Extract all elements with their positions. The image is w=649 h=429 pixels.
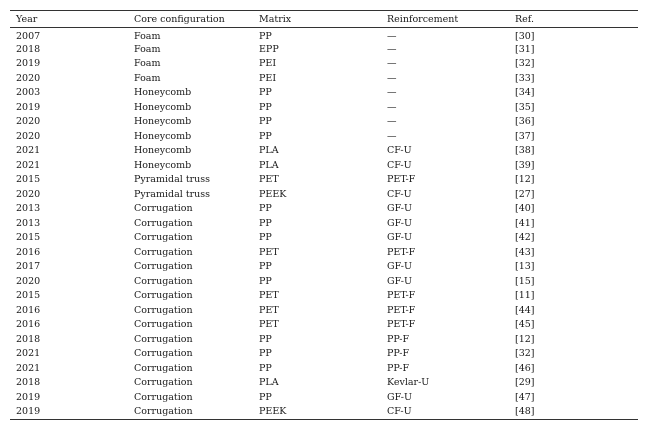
- cell-reinforcement: GF-U: [387, 391, 412, 403]
- table-row: [10, 158, 638, 173]
- cell-matrix: PP: [259, 333, 272, 345]
- table-row: [10, 187, 638, 202]
- header-ref: Ref.: [509, 11, 638, 28]
- cell-matrix: PP: [259, 348, 272, 360]
- cell-reinforcement: —: [387, 43, 397, 55]
- cell-year: 2019: [10, 405, 128, 420]
- cell-ref: [30]: [515, 31, 535, 42]
- cell-matrix: PP: [259, 203, 272, 215]
- table-row: [10, 129, 638, 144]
- cell-core-configuration: Corrugation: [134, 333, 193, 345]
- cell-ref: [46]: [515, 362, 535, 374]
- cell-matrix: PEEK: [253, 405, 381, 420]
- cell-year: 2020: [16, 116, 41, 128]
- cell-ref: [11]: [515, 290, 535, 302]
- table-row: [10, 28, 638, 43]
- cell-matrix: PEEK: [259, 188, 287, 200]
- header-reinforcement: Reinforcement: [381, 11, 509, 28]
- references-table: [10, 10, 638, 420]
- cell-core-configuration: Foam: [134, 43, 161, 55]
- table-row: [10, 245, 638, 260]
- cell-year: 2021: [16, 348, 41, 360]
- table-body: [10, 28, 638, 420]
- cell-matrix: PP: [259, 130, 272, 142]
- cell-year: 2020: [16, 188, 41, 200]
- cell-reinforcement: CF-U: [387, 159, 412, 171]
- cell-reinforcement: PET-F: [387, 319, 416, 331]
- cell-ref: [31]: [515, 43, 535, 55]
- cell-core-configuration: Corrugation: [128, 405, 253, 420]
- cell-core-configuration: Pyramidal truss: [134, 188, 211, 200]
- cell-core-configuration: Foam: [134, 58, 161, 70]
- cell-matrix: PET: [259, 290, 279, 302]
- cell-year: 2018: [16, 333, 41, 345]
- cell-year: 2007: [16, 31, 41, 42]
- cell-reinforcement: CF-U: [381, 405, 509, 420]
- cell-core-configuration: Honeycomb: [134, 116, 192, 128]
- cell-core-configuration: Corrugation: [134, 319, 193, 331]
- cell-year: 2018: [16, 377, 41, 389]
- cell-matrix: PLA: [259, 377, 279, 389]
- cell-core-configuration: Honeycomb: [134, 87, 192, 99]
- table-row: [10, 361, 638, 376]
- cell-year: 2019: [16, 58, 41, 70]
- cell-reinforcement: —: [387, 31, 397, 42]
- cell-reinforcement: PET-F: [387, 174, 416, 186]
- table-row: [10, 260, 638, 275]
- cell-matrix: EPP: [259, 43, 279, 55]
- cell-ref: [41]: [515, 217, 535, 229]
- cell-core-configuration: Corrugation: [134, 391, 193, 403]
- cell-reinforcement: —: [387, 101, 397, 113]
- cell-reinforcement: PET-F: [387, 304, 416, 316]
- cell-reinforcement: —: [387, 58, 397, 70]
- cell-core-configuration: Corrugation: [134, 362, 193, 374]
- cell-year: 2015: [16, 174, 41, 186]
- cell-reinforcement: PP-F: [387, 333, 410, 345]
- cell-core-configuration: Honeycomb: [134, 130, 192, 142]
- cell-year: 2020: [16, 275, 41, 287]
- table-row: [10, 347, 638, 362]
- cell-year: 2021: [16, 159, 41, 171]
- cell-year: 2020: [16, 72, 41, 84]
- cell-ref: [44]: [515, 304, 535, 316]
- cell-reinforcement: GF-U: [387, 203, 412, 215]
- table-row: [10, 303, 638, 318]
- cell-matrix: PP: [259, 275, 272, 287]
- clipped-caption-text: [14, 420, 634, 429]
- table-row: [10, 376, 638, 391]
- cell-matrix: PEI: [259, 58, 277, 70]
- cell-reinforcement: PET-F: [387, 246, 416, 258]
- cell-matrix: PET: [259, 174, 279, 186]
- table-header: [10, 11, 638, 28]
- cell-year: 2021: [16, 362, 41, 374]
- table-row: [10, 390, 638, 405]
- cell-reinforcement: —: [387, 72, 397, 84]
- cell-reinforcement: GF-U: [387, 261, 412, 273]
- cell-core-configuration: Foam: [134, 31, 161, 42]
- table-row: [10, 42, 638, 57]
- cell-core-configuration: Honeycomb: [134, 145, 192, 157]
- cell-core-configuration: Pyramidal truss: [134, 174, 211, 186]
- table-row: [10, 86, 638, 101]
- cell-matrix: PP: [259, 391, 272, 403]
- cell-core-configuration: Corrugation: [134, 246, 193, 258]
- cell-ref: [34]: [515, 87, 535, 99]
- cell-year: 2016: [16, 246, 41, 258]
- cell-matrix: PP: [259, 116, 272, 128]
- cell-year: 2016: [16, 304, 41, 316]
- cell-ref: [48]: [509, 405, 638, 420]
- cell-year: 2015: [16, 232, 41, 244]
- table-row: [10, 289, 638, 304]
- cell-reinforcement: GF-U: [387, 275, 412, 287]
- cell-ref: [15]: [515, 275, 535, 287]
- cell-ref: [32]: [515, 58, 535, 70]
- table-row: [10, 100, 638, 115]
- cell-ref: [40]: [515, 203, 535, 215]
- cell-matrix: PET: [259, 304, 279, 316]
- cell-reinforcement: PP-F: [387, 348, 410, 360]
- table-row: [10, 202, 638, 217]
- table-row: [10, 115, 638, 130]
- cell-core-configuration: Corrugation: [134, 203, 193, 215]
- cell-matrix: PET: [259, 246, 279, 258]
- cell-reinforcement: PP-F: [387, 362, 410, 374]
- header-year: Year: [10, 11, 128, 28]
- cell-core-configuration: Corrugation: [134, 217, 193, 229]
- cell-ref: [12]: [515, 174, 535, 186]
- cell-reinforcement: Kevlar-U: [387, 377, 430, 389]
- cell-year: 2021: [16, 145, 41, 157]
- cell-year: 2015: [16, 290, 41, 302]
- cell-ref: [27]: [515, 188, 535, 200]
- cell-ref: [42]: [515, 232, 535, 244]
- cell-year: 2003: [16, 87, 41, 99]
- cell-ref: [12]: [515, 333, 535, 345]
- cell-reinforcement: —: [387, 116, 397, 128]
- cell-core-configuration: Corrugation: [134, 304, 193, 316]
- table-row: [10, 71, 638, 86]
- cell-year: 2013: [16, 203, 41, 215]
- cell-core-configuration: Corrugation: [134, 377, 193, 389]
- table-row: [10, 231, 638, 246]
- cell-reinforcement: CF-U: [387, 145, 412, 157]
- cell-year: 2019: [16, 101, 41, 113]
- cell-matrix: PP: [259, 101, 272, 113]
- table-row: [10, 173, 638, 188]
- cell-core-configuration: Honeycomb: [134, 101, 192, 113]
- cell-core-configuration: Corrugation: [134, 348, 193, 360]
- table-row: [10, 405, 638, 420]
- cell-year: 2018: [16, 43, 41, 55]
- table-row: [10, 274, 638, 289]
- cell-core-configuration: Corrugation: [134, 275, 193, 287]
- cell-matrix: PP: [259, 217, 272, 229]
- cell-core-configuration: Foam: [134, 72, 161, 84]
- cell-reinforcement: —: [387, 87, 397, 99]
- cell-ref: [47]: [515, 391, 535, 403]
- cell-ref: [36]: [515, 116, 535, 128]
- cell-reinforcement: CF-U: [387, 188, 412, 200]
- table-row: [10, 332, 638, 347]
- header-row: [10, 11, 638, 28]
- cell-ref: [32]: [515, 348, 535, 360]
- cell-year: 2016: [16, 319, 41, 331]
- cell-year: 2020: [16, 130, 41, 142]
- cell-ref: [35]: [515, 101, 535, 113]
- cell-ref: [33]: [515, 72, 535, 84]
- cell-matrix: PLA: [259, 145, 279, 157]
- cell-year: 2019: [16, 391, 41, 403]
- cell-matrix: PP: [259, 87, 272, 99]
- header-core-configuration: Core configuration: [128, 11, 253, 28]
- header-matrix: Matrix: [253, 11, 381, 28]
- cell-matrix: PLA: [259, 159, 279, 171]
- cell-matrix: PP: [259, 31, 272, 42]
- table-row: [10, 144, 638, 159]
- cell-matrix: PET: [259, 319, 279, 331]
- cell-year: 2017: [16, 261, 41, 273]
- table-row: [10, 57, 638, 72]
- cell-core-configuration: Corrugation: [134, 261, 193, 273]
- cell-reinforcement: PET-F: [387, 290, 416, 302]
- cell-core-configuration: Corrugation: [134, 290, 193, 302]
- cell-ref: [45]: [515, 319, 535, 331]
- cell-matrix: PP: [259, 362, 272, 374]
- cell-ref: [13]: [515, 261, 535, 273]
- cell-core-configuration: Honeycomb: [134, 159, 192, 171]
- cell-matrix: PEI: [259, 72, 277, 84]
- cell-core-configuration: Corrugation: [134, 232, 193, 244]
- cell-reinforcement: GF-U: [387, 217, 412, 229]
- cell-reinforcement: —: [387, 130, 397, 142]
- cell-reinforcement: GF-U: [387, 232, 412, 244]
- cell-matrix: PP: [259, 261, 272, 273]
- cell-year: 2013: [16, 217, 41, 229]
- cell-ref: [39]: [515, 159, 535, 171]
- table-row: [10, 318, 638, 333]
- cell-ref: [29]: [515, 377, 535, 389]
- cell-ref: [37]: [515, 130, 535, 142]
- cell-ref: [43]: [515, 246, 535, 258]
- cell-ref: [38]: [515, 145, 535, 157]
- table-row: [10, 216, 638, 231]
- cell-matrix: PP: [259, 232, 272, 244]
